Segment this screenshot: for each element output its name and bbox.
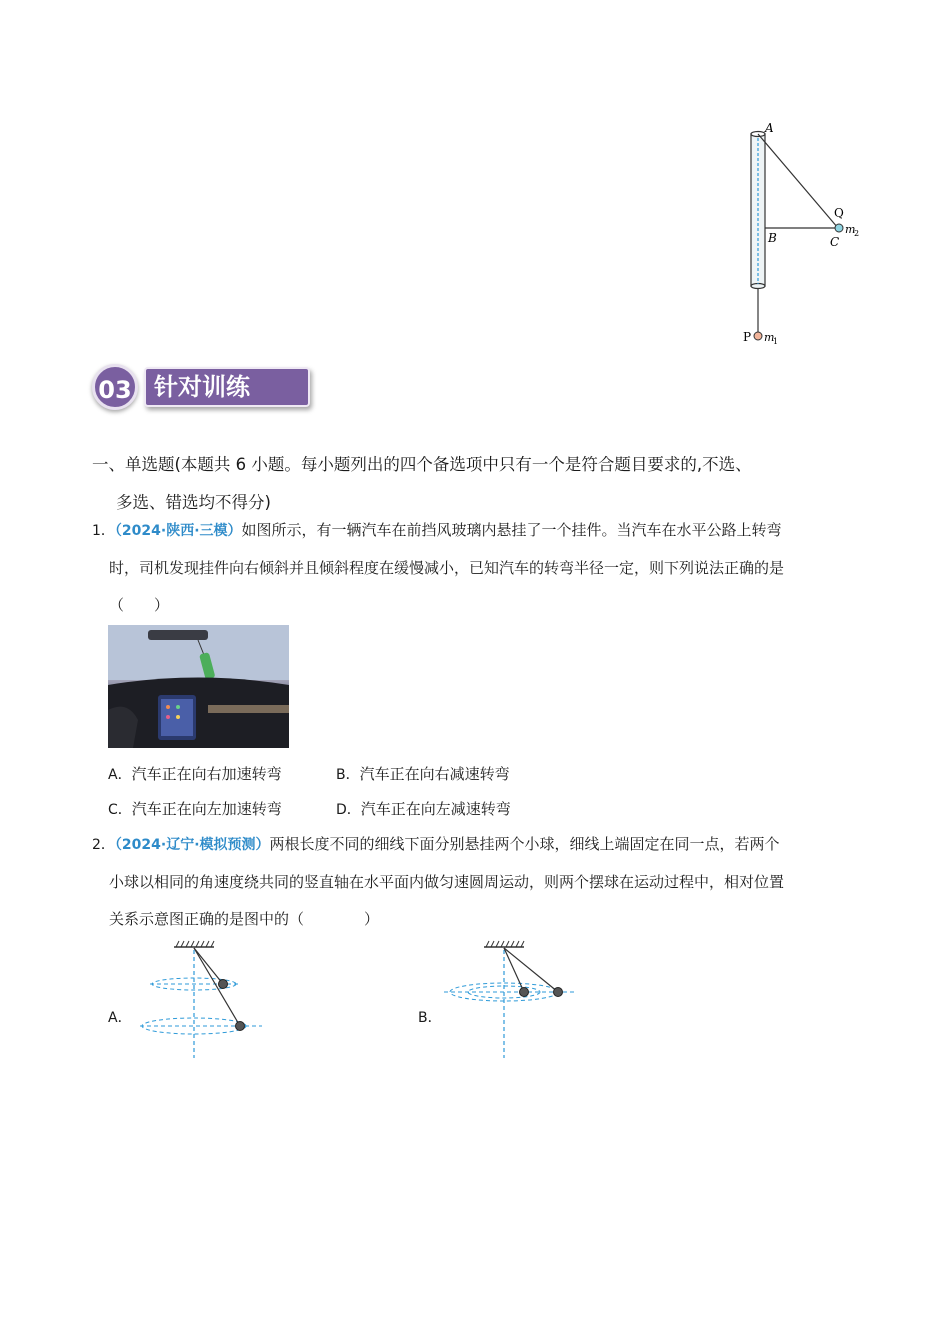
question-source: （2024·陕西·三模） — [114, 523, 242, 539]
ball-p — [754, 332, 762, 340]
string-long — [504, 948, 558, 992]
ceiling-hatch — [486, 941, 524, 947]
question-text-line1: 两根长度不同的细线下面分别悬挂两个小球，细线上端固定在同一点，若两个 — [269, 835, 780, 853]
rod-pendulum-figure — [735, 118, 875, 353]
section-heading-line1: 一、单选题(本题共 6 小题。每小题列出的四个备选项中只有一个是符合题目要求的,不选、 — [92, 455, 752, 474]
question-2 — [92, 826, 872, 938]
option-text: 汽车正在向左加速转弯 — [131, 800, 282, 818]
question-text-line1: 如图所示，有一辆汽车在前挡风玻璃内悬挂了一个挂件。当汽车在水平公路上转弯 — [241, 521, 782, 539]
label-c: C — [830, 235, 840, 249]
label-m2-sub: 2 — [854, 229, 860, 238]
ball-upper — [219, 980, 228, 989]
section-heading — [92, 446, 872, 522]
section-banner — [92, 362, 314, 412]
option-c[interactable] — [108, 799, 282, 820]
ball-outer — [554, 988, 563, 997]
option-text: 汽车正在向右减速转弯 — [359, 765, 510, 783]
label-q: Q — [834, 206, 844, 220]
question-text-line3: 关系示意图正确的是图中的（ ） — [109, 910, 380, 928]
ceiling-hatch — [176, 941, 214, 947]
ball-q — [835, 224, 843, 232]
car-dashboard-photo — [108, 625, 289, 748]
option-text: 汽车正在向右加速转弯 — [131, 765, 282, 783]
string-ac — [758, 134, 838, 228]
option-d[interactable] — [336, 799, 511, 820]
label-m1-sub: 1 — [773, 337, 779, 346]
pendulum-diagram-b[interactable] — [440, 940, 580, 1060]
option-a[interactable] — [108, 764, 282, 785]
question-text-line2: 时，司机发现挂件向右倾斜并且倾斜程度在缓慢减小，已知汽车的转弯半径一定，则下列说法正确的是 — [109, 559, 785, 577]
question-source: （2024·辽宁·模拟预测） — [114, 837, 270, 853]
label-m1: m — [764, 331, 775, 344]
question-number: 2． — [92, 837, 115, 853]
option-letter: A． — [108, 767, 132, 783]
label-b: B — [768, 231, 777, 245]
option-letter: D． — [336, 802, 361, 818]
question-text-line2: 小球以相同的角速度绕共同的竖直轴在水平面内做匀速圆周运动，则两个摆球在运动过程中，相对位置 — [109, 873, 785, 891]
banner-title: 针对训练 — [144, 367, 310, 407]
question-number: 1． — [92, 523, 115, 539]
string-short — [504, 948, 524, 992]
option-letter: B． — [336, 767, 360, 783]
option-text: 汽车正在向左减速转弯 — [360, 800, 511, 818]
label-m2: m — [845, 223, 856, 236]
section-heading-line2: 多选、错选均不得分) — [116, 493, 271, 512]
option-a-label[interactable]: A． — [108, 1010, 132, 1026]
pendulum-diagram-a[interactable] — [130, 940, 270, 1060]
question-answer-blank: （ ） — [109, 596, 170, 614]
option-b[interactable] — [336, 764, 510, 785]
label-p: P — [743, 330, 752, 344]
ball-inner — [520, 988, 529, 997]
label-a: A — [765, 121, 774, 135]
question-1 — [92, 512, 872, 624]
ball-lower — [236, 1022, 245, 1031]
string-long — [194, 948, 240, 1026]
option-b-label[interactable]: B． — [418, 1010, 442, 1026]
banner-number: 03 — [92, 364, 138, 410]
option-letter: C． — [108, 802, 132, 818]
